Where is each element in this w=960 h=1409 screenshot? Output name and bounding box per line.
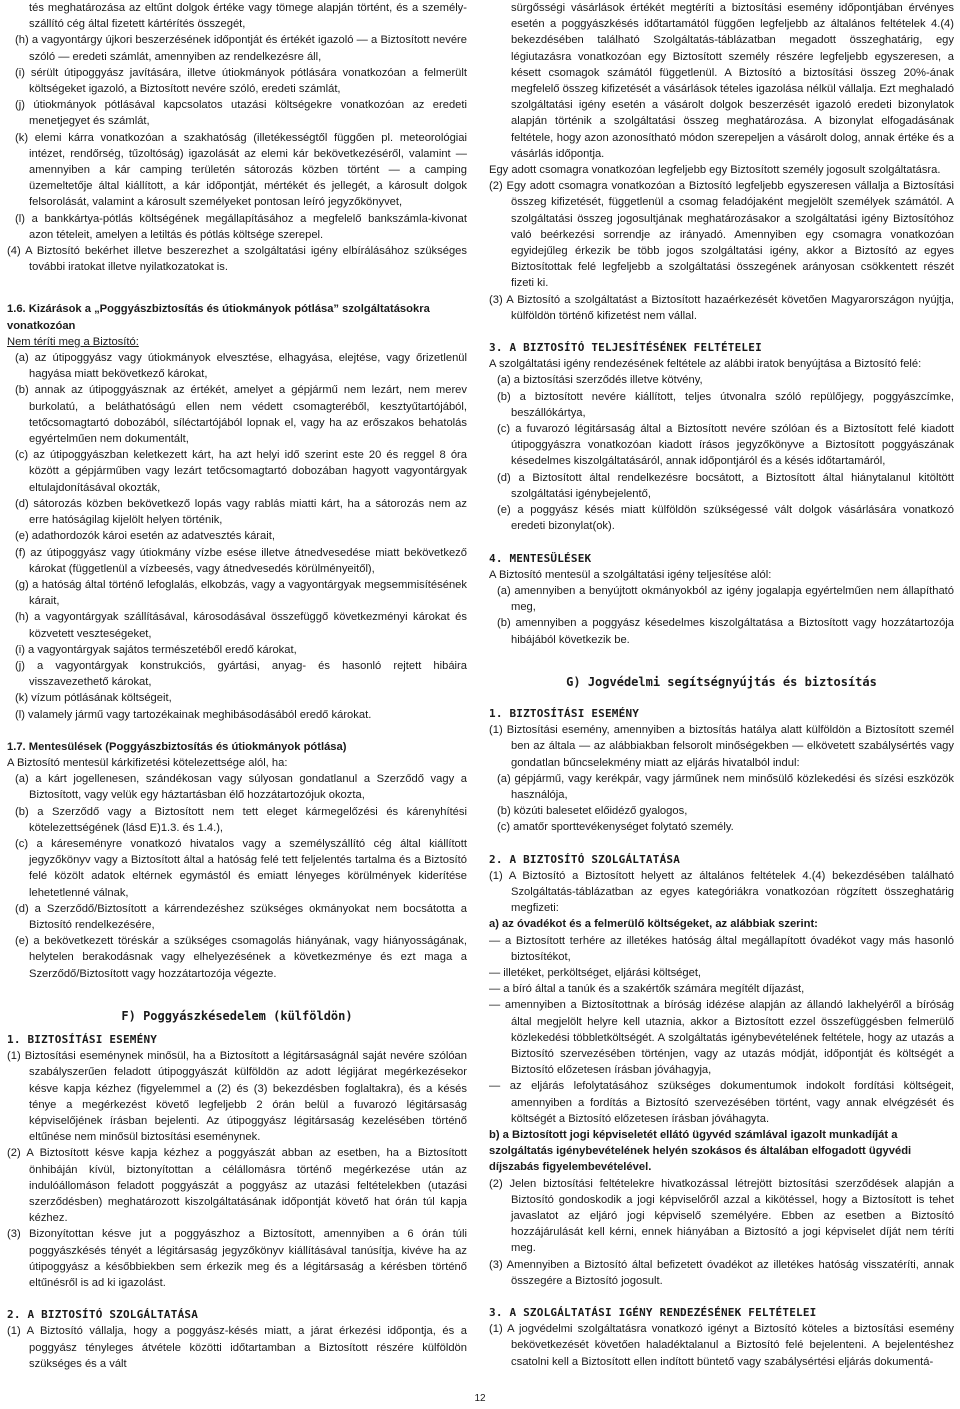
- list-item: (i) sérült útipoggyász javítására, illetve útiokmányok pótlására vonatkozóan a felmerült költségeket igazoló, a Biztosított nevére szóló, eredeti számlát,: [15, 66, 467, 96]
- section-heading-f4: 4. MENTESÜLÉSEK: [489, 551, 592, 565]
- list-item: (h) a vagyontárgy újkori beszerzésének időpontját és értékét igazoló — a Biztosított nevére szóló — eredeti számlát, amennyiben az rendelkezésre áll,: [15, 34, 467, 63]
- list-item: (3) A Biztosító a szolgáltatást a Biztosított hazaérkezését követően Magyarországon nyújtja, külföldön történő kifizetést nem vállal.: [489, 293, 954, 322]
- list-item: (l) a bankkártya-pótlás költségének megállapításához a megfelelő bankszámla-kivonat azon tételeit, amelyen a letiltás és pótlás költsége szerepel.: [15, 212, 467, 241]
- section-heading-g3: 3. A SZOLGÁLTATÁSI IGÉNY RENDEZÉSÉNEK FELTÉTELEI: [489, 1306, 817, 1320]
- list-item: (b) annak az útipoggyásznak az értékét, amelyet a gépjármű nem lezárt, nem merev burkolatú, a beláthatóságú ellen nem védett csomagteréből, kesztyűtartójából, tetőcsomagtartó dobozából, síléctartójából lopnak el, vagy ha az erőszakos behatolás egyértelműen nem dokumentált,: [15, 384, 467, 446]
- right-column: [489, 0, 954, 1370]
- list-item: (a) a biztosítási szerződés illetve kötvény,: [497, 374, 703, 387]
- list-item: (1) A Biztosító a Biztosított helyett az általános feltételek 4.(4) bekezdésében található Szolgáltatás-táblázatban az egyes kategóriákra vonatkozóan rögzített összeghatárig megfizeti:: [489, 869, 954, 915]
- chapter-heading-g: G) Jogvédelmi segítségnyújtás és biztosítás: [566, 674, 877, 689]
- section-lead: Nem téríti meg a Biztosító:: [7, 335, 139, 348]
- list-item: (j) útiokmányok pótlásával kapcsolatos utazási költségekre vonatkozóan az eredeti menetjegyet és számlát,: [15, 99, 467, 128]
- paragraph: tés meghatározása az eltűnt dolgok értéke vagy tömege alapján történt, és a személy-szállító cég által fizetett kártérítés összegét,: [29, 2, 467, 31]
- list-item: (d) a Szerződő/Biztosított a kárrendezéshez szükséges okmányokat nem bocsátotta a Biztosító rendelkezésére,: [15, 902, 467, 931]
- list-item: (d) sátorozás közben bekövetkező lopás vagy rablás miatti kárt, ha a sátorozás nem az erre hatóságilag kijelölt helyen történik,: [15, 497, 467, 527]
- dash-item: — az eljárás lefolytatásához szükséges dokumentumok indokolt fordítási költségeit, amennyiben a fordítás a Biztosító szervezésében történt, vagy annak elvégzését és költségét a Biztosító előzetesen írásban jóváhagyta.: [489, 1080, 954, 1125]
- list-item: (b) közúti balesetet előidéző gyalogos,: [497, 805, 688, 818]
- paragraph: sürgősségi vásárlások értékét megtéríti a biztosítási esemény időpontjában érvényes esetén a poggyászkésés időtartamától függően legfeljebb az általános feltételek 4.(4) bekezdésében található Szolgáltatás-táblázatban megadott összeghatárig, egy légiutazásra vonatkozóan egy Biztosított személy részére legfeljebb egyszeresen, a késett csomagok számától függetlenül. A Biztosító a biztosítási összeg 20%-ának megfelelő összeg kifizetését a vásárlások tételes igazolása nélkül vállalja. Ezt meghaladó szolgáltatási igény esetén a vásárolt dolgok beszerzését igazoló eredeti bizonylatok alapján történik a szolgáltatási összeg meghatározása. A bizonylat elfogadásának feltétele, hogy azon azonosítható módon szerepeljen a vásárolt dolog, annak értéke és a vásárlás időpontja.: [511, 2, 954, 160]
- list-item: (c) a káreseményre vonatkozó hivatalos vagy a személyszállító cég által kiállított jegyzőkönyv vagy a Biztosított által a hatóság felé tett feljelentés tartalma és a Biztosító felé közölt adatok eltérnek egymástól és emiatt lényeges körülmények kiderítése lehetetlenné válnak,: [15, 837, 467, 899]
- list-item: (a) amennyiben a benyújtott okmányokból az igény jogalapja egyértelműen nem állapítható meg,: [497, 584, 954, 614]
- page-number: 12: [474, 1393, 486, 1404]
- list-item: (1) A jogvédelmi szolgáltatásra vonatkozó igényt a Biztosító köteles a biztosítási esemény bekövetkezését követően haladéktalanul a Biztosító felé bejelenteni. A bejelentéshez csatolni kell a Biztosított ellen indított büntető vagy szabálysértési eljárás dokumentá-: [489, 1323, 954, 1368]
- section-heading-1-7: 1.7. Mentesülések (Poggyászbiztosítás és útiokmányok pótlása): [7, 740, 347, 753]
- list-item: (1) A Biztosító vállalja, hogy a poggyász-késés miatt, a járat érkezési időpontja, és a poggyász tényleges átvétele közötti időtartamban a Biztosított részére külföldön szükséges és a vált: [7, 1325, 467, 1370]
- list-item: (f) az útipoggyász vagy útiokmány vízbe esése illetve átnedvesedése miatt bekövetkező károkat (függetlenül a vízbeesés, vagy átnedvesedés körülményeitől),: [15, 546, 467, 575]
- subsection-heading-a: a) az óvadékot és a felmerülő költségeket, az alábbiak szerint:: [489, 918, 818, 931]
- list-item: (h) a vagyontárgyak szállításával, károsodásával összefüggő következményi károkat és közvetett veszteségeket,: [15, 611, 467, 640]
- dash-item: — illetéket, perköltséget, eljárási költséget,: [489, 966, 702, 979]
- list-item: (k) vízum pótlásának költségeit,: [15, 692, 172, 705]
- section-lead: A szolgáltatási igény rendezésének feltétele az alábbi iratok benyújtása a Biztosító felé:: [489, 358, 922, 371]
- list-item: (e) adathordozók károi esetén az adatvesztés kárait,: [15, 530, 275, 543]
- list-item: (2) A Biztosított késve kapja kézhez a poggyászát abban az esetben, ha a Biztosított önhibáján kívül, biztonyítottan a célállomásra történő megérkezése után az indulóállomáson feladott poggyászát a poggyász az utazási feltételekben (utazási szerződésben) meghatározott kiszolgáltatásának időpontját követő hat órán túl kapja kézhez.: [7, 1147, 467, 1225]
- section-heading-f2: 2. A BIZTOSÍTÓ SZOLGÁLTATÁSA: [7, 1308, 199, 1322]
- list-item: (a) gépjármű, vagy kerékpár, vagy járműnek nem minősülő közlekedési és sízési eszközök használója,: [497, 772, 954, 801]
- list-item: (k) elemi kárra vonatkozóan a szakhatóság (illetékességtől függően pl. meteorológiai intézet, rendőrség, tűzoltóság) igazolását az elemi kár bekövetkezéséről, valamint — amennyiben a kár camping területén sátorozás közben történt — a camping üzemeltetője által kiállított, a kár időpontját, mértékét és jellegét, a károsult dolgok felsorolását, valamint a károsult személyeket pontosan leíró jegyzőkönyvet,: [15, 131, 467, 209]
- list-item: (2) Jelen biztosítási feltételekre hivatkozással létrejött biztosítási szerződések alapján a Biztosító gondoskodik a jogi képviselőről azzal a kikötéssel, hogy a Biztosított is tehet javaslatot az eljáró jogi képviselő személyére. Ebben az esetben a Biztosító hozzájárulását kell kérni, ennek hiányában a Biztosító a jogi képviselet díját nem téríti meg.: [489, 1177, 954, 1255]
- list-item: (3) Amennyiben a Biztosító által befizetett óvadékot az illetékes hatóság visszatéríti, annak összegére a Biztosító jogosult.: [489, 1258, 954, 1287]
- section-lead: A Biztosító mentesül a szolgáltatási igény teljesítése alól:: [489, 568, 772, 581]
- dash-item: — a bíró által a tanúk és a szakértők számára megítélt díjazást,: [489, 983, 805, 996]
- paragraph: Egy adott csomagra vonatkozóan legfeljebb egy Biztosított személy jogosult szolgáltatásra.: [489, 164, 941, 177]
- list-item: (2) Egy adott csomagra vonatkozóan a Biztosító legfeljebb egyszeresen vállalja a Biztosítási összeg kifizetését, függetlenül a csomag feladójaként megjelölt személyek számától. A szolgáltatási összeg jogosultjának meghatározásakor a szolgáltatási igény Biztosítóhoz való beérkezési sorrendje az irányadó. Amennyiben egy csomagra vonatkozóan egyidejűleg érkezik be több jogos szolgáltatási igény, akkor a Biztosító az egyes Biztosítottak felé legfeljebb a szolgáltatási összegének arányosan csökkentett részét fizeti ki.: [489, 180, 954, 290]
- dash-item: — a Biztosított terhére az illetékes hatóság által megállapított óvadékot vagy más hasonló biztosítékot,: [489, 934, 954, 963]
- section-heading-f1: 1. BIZTOSÍTÁSI ESEMÉNY: [7, 1032, 158, 1046]
- list-item: (4) A Biztosító bekérhet illetve beszerezhet a szolgáltatási igény elbírálásához szükséges további iratokat illetve nyilatkozatokat is.: [7, 245, 467, 274]
- list-item: (c) a fuvarozó légitársaság által a Biztosított nevére szólóan és a Biztosított felé kiadott útipoggyászra vonatkozóan kiadott írásos jegyzőkönyve a Biztosított poggyászának késedelmes kiszolgáltatásáról, annak időpontjáról és a késés időtartamáról,: [497, 423, 954, 468]
- list-item: (g) a hatóság által történő lefoglalás, elkobzás, vagy a vagyontárgyak megsemmisítésének kárait,: [15, 578, 467, 608]
- list-item: (b) amennyiben a poggyász késedelmes kiszolgáltatása a Biztosított vagy hozzátartozója hibájából következik be.: [497, 617, 954, 646]
- list-item: (e) a bekövetkezett töréskár a szükséges csomagolás hiányának, vagy hiányosságának, helytelen berakodásnak vagy elhelyezésének a következménye és ezt maga a Szerződő/Biztosított vagy hozzátartozója végezte.: [15, 935, 467, 980]
- list-item: (a) az útipoggyász vagy útiokmányok elvesztése, elhagyása, elejtése, vagy őrizetlenül hagyása miatt bekövetkező károkat,: [15, 352, 467, 381]
- list-item: (c) amatőr sporttevékenységet folytató személy.: [497, 821, 734, 834]
- list-item: (a) a kárt jogellenesen, szándékosan vagy súlyosan gondatlanul a Szerződő vagy a Biztosított, vagy velük egy háztartásban élő hozzátartozójuk okozta,: [15, 773, 467, 802]
- list-item: (1) Biztosítási eseménynek minősül, ha a Biztosított a légitársaságnál saját nevére szólóan szabályszerűen feladott útipoggyászát külföldön az adott légijárat megérkezésekor késve kapja kézhez (figyelemmel a (2) és (3) bekezdésben foglaltakra), és a késés ténye a megérkezést követő legfeljebb 2 órán belül a fuvarozó légitársaság képviselőjének írásban bejelenti. Az útipoggyász légitársaság kezelésében történő eltűnése nem minősül biztosítási eseménynek.: [7, 1050, 467, 1144]
- list-item: (e) a poggyász késés miatt külföldön szükségessé vált dolgok vásárlására vonatkozó eredeti bizonylat(ok).: [497, 504, 954, 533]
- list-item: (c) az útipoggyászban keletkezett kárt, ha azt helyi idő szerint este 20 és reggel 8 óra között a gépjárműben vagy lezárt tetőcsomagtartó dobozában hagyott vagyontárgyak eltulajdonításával okozták,: [15, 449, 467, 494]
- list-item: (d) a Biztosított által rendelkezésre bocsátott, a Biztosított által hiánytalanul kitöltött szolgáltatási igénybejelentő,: [497, 471, 954, 500]
- list-item: (j) a vagyontárgyak konstrukciós, gyártási, anyag- és hasonló rejtett hibáira visszavezethető károkat,: [15, 659, 467, 689]
- section-heading-g2: 2. A BIZTOSÍTÓ SZOLGÁLTATÁSA: [489, 852, 681, 866]
- section-heading-f3: 3. A BIZTOSÍTÓ TELJESÍTÉSÉNEK FELTÉTELEI: [489, 341, 762, 355]
- list-item: (3) Bizonyítottan késve jut a poggyászhoz a Biztosított, amennyiben a 6 órán túli poggyászkésés tényét a légitársaság jegyzőkönyv kiállításával tanúsítja, kivéve ha az útipoggyász a későbbiekben sem érkezik meg és a légitársaság a kérésben történő eltűnésről is ad ki igazolást.: [7, 1228, 467, 1290]
- section-lead: A Biztosító mentesül kárkifizetési kötelezettsége alól, ha:: [7, 756, 288, 769]
- list-item: (1) Biztosítási esemény, amennyiben a biztosítás hatálya alatt külföldön a Biztosított személ ben az általa — az alábbiakban felsorolt minőségekben — elkövetett szabálysértés vagy gondatlan bűncselekmény miatt az eljárás hivatalból indul:: [489, 724, 954, 769]
- section-heading-1-6: 1.6. Kizárások a „Poggyászbiztosítás és útiokmányok pótlása” szolgáltatásokra vonatkozóan: [7, 303, 430, 332]
- list-item: (b) a Szerződő vagy a Biztosított nem tett eleget kármegelőzési és kárenyhítési kötelezettségének (lásd E)1.3. és 1.4.),: [15, 805, 467, 834]
- left-column: [7, 0, 467, 1372]
- list-item: (i) a vagyontárgyak sajátos természetéből eredő károkat,: [15, 643, 297, 656]
- list-item: (l) valamely jármű vagy tartozékainak meghibásodásából eredő károkat.: [15, 708, 372, 721]
- subsection-heading-b: b) a Biztosított jogi képviseletét ellátó ügyvéd számlával igazolt munkadíját a szolgáltatás igénybevételének helyén szokásos és általában elfogadott ügyvédi díjszabás figyelembevételével.: [489, 1129, 912, 1174]
- list-item: (b) a biztosított nevére kiállított, teljes útvonalra szóló repülőjegy, poggyászcímke, beszállókártya,: [497, 390, 954, 419]
- dash-item: — amennyiben a Biztosítottnak a bíróság idézése alapján az állandó lakhelyéről a bíróság által megjelölt helyre kell utaznia, akkor a Biztosított ezzel összefüggésben felmerülő közlekedési többletköltségét. A szolgáltatás igénybevételének feltétele, hogy az utazás a Biztosító szervezésében történjen, vagy az utazás módját, időpontját és költségét a Biztosító előzetesen írásban jóváhagyja,: [489, 999, 954, 1077]
- section-heading-g1: 1. BIZTOSÍTÁSI ESEMÉNY: [489, 706, 640, 720]
- chapter-heading-f: F) Poggyászkésedelem (külföldön): [121, 1008, 353, 1023]
